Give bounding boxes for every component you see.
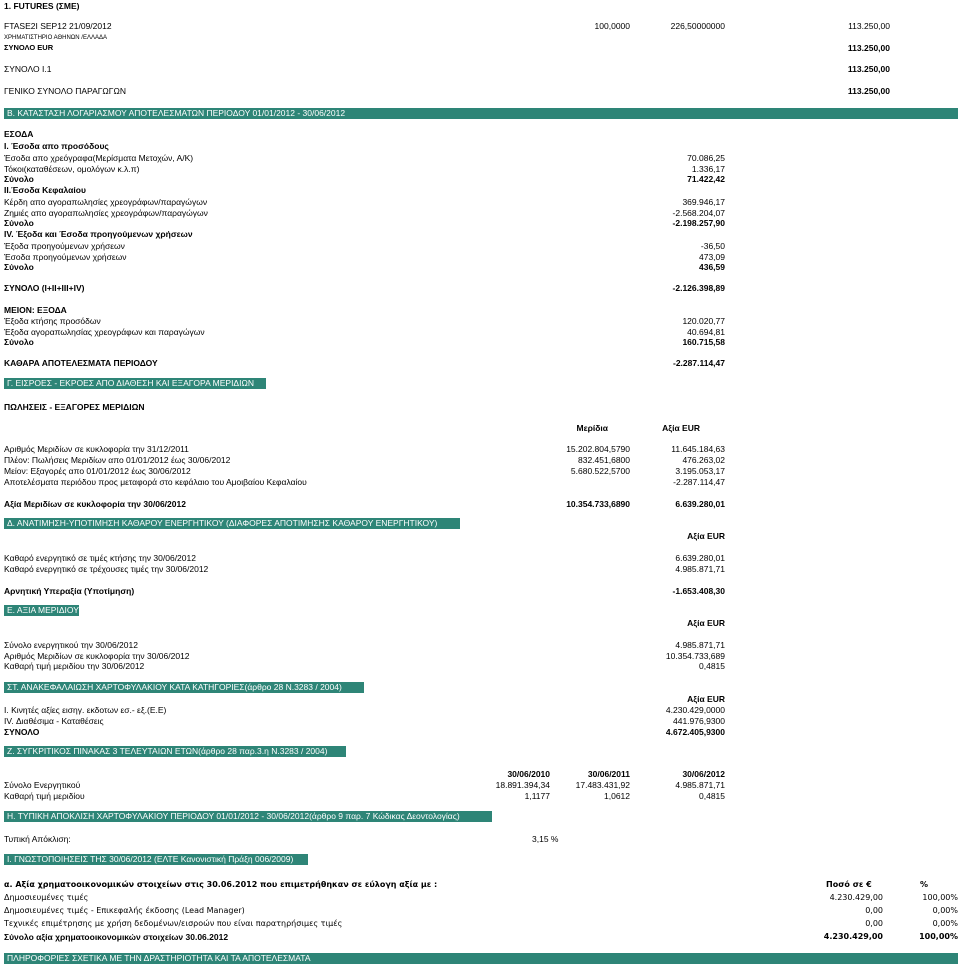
section-e-row-value: 10.354.733,689 bbox=[665, 651, 725, 661]
g1-row-label: Τόκοι(καταθέσεων, ομολόγων κ.λ.π) bbox=[4, 164, 140, 174]
section-z-row-label: Καθαρή τιμή μεριδίου bbox=[4, 791, 85, 801]
section-c-row-label: Πλέον: Πωλήσεις Μεριδίων απο 01/01/2012 έως 30/06/2012 bbox=[4, 455, 231, 465]
section-st-bar bbox=[4, 682, 364, 693]
g2-total-label: Σύνολο bbox=[4, 218, 34, 228]
g4-row-label: Έξοδα προηγούμενων χρήσεων bbox=[4, 241, 125, 251]
futures-market: ΧΡΗΜΑΤΙΣΤΗΡΙΟ ΑΘΗΝΩΝ /ΕΛΛΑΔΑ bbox=[4, 35, 107, 41]
footer-bar-title: ΠΛΗΡΟΦΟΡΙΕΣ ΣΧΕΤΙΚΑ ΜΕ ΤΗΝ ΔΡΑΣΤΗΡΙΟΤΗΤΑ ΚΑΙ ΤΑ ΑΠΟΤΕΛΕΣΜΑΤΑ bbox=[7, 953, 311, 963]
futures-row-price: 226,50000000 bbox=[670, 21, 725, 31]
section-i-row-pct: 0,00% bbox=[932, 906, 958, 915]
minus-row-value: 120.020,77 bbox=[682, 316, 725, 326]
g4-total-value: 436,59 bbox=[699, 262, 725, 272]
section-i-total-pct: 100,00% bbox=[919, 932, 958, 941]
section-i-row-amount: 4.230.429,00 bbox=[829, 893, 883, 902]
g1-heading: Ι. Έσοδα απο προσόδους bbox=[4, 141, 109, 151]
section-st-title: ΣΤ. ΑΝΑΚΕΦΑΛΑΙΩΣΗ ΧΑΡΤΟΦΥΛΑΚΙΟΥ ΚΑΤΑ ΚΑΤΗΓΟΡΙΕΣ(άρθρο 28 Ν.3283 / 2004) bbox=[7, 682, 342, 692]
section-z-row-v3: 4.985.871,71 bbox=[675, 780, 725, 790]
futures-row-label: FTASE2I SEP12 21/09/2012 bbox=[4, 21, 112, 31]
section-d-row-value: 6.639.280,01 bbox=[675, 553, 725, 563]
section-c-row-label: Μείον: Εξαγορές απο 01/01/2012 έως 30/06/2012 bbox=[4, 466, 191, 476]
section-e-row-label: Καθαρή τιμή μεριδίου την 30/06/2012 bbox=[4, 661, 145, 671]
g4-total-label: Σύνολο bbox=[4, 262, 34, 272]
g1-total-label: Σύνολο bbox=[4, 174, 34, 184]
futures-row-value: 113.250,00 bbox=[848, 21, 890, 31]
section-z-row-v1: 18.891.394,34 bbox=[495, 780, 550, 790]
section-c-subheading: ΠΩΛΗΣΕΙΣ - ΕΞΑΓΟΡΕΣ ΜΕΡΙΔΙΩΝ bbox=[4, 402, 145, 412]
section-c-row-value: -2.287.114,47 bbox=[673, 477, 725, 487]
section-z-title: Ζ. ΣΥΓΚΡΙΤΙΚΟΣ ΠΙΝΑΚΑΣ 3 ΤΕΛΕΥΤΑΙΩΝ ΕΤΩΝ(άρθρο 28 παρ.3.η Ν.3283 / 2004) bbox=[7, 746, 328, 756]
section-i-bar bbox=[4, 854, 308, 865]
section-z-row-v1: 1,1177 bbox=[524, 791, 550, 801]
section-z-col-2011: 30/06/2011 bbox=[587, 769, 630, 779]
section-e-bar bbox=[4, 605, 79, 616]
g1-total-value: 71.422,42 bbox=[687, 174, 725, 184]
section-i-col-pct: % bbox=[920, 880, 929, 889]
section-st-row-label: IV. Διαθέσιμα - Καταθέσεις bbox=[4, 716, 104, 726]
section-st-row-value: 4.230.429,0000 bbox=[665, 705, 725, 715]
g1-row-label: Έσοδα απο χρεόγραφα(Μερίσματα Μετοχών, Α/Κ) bbox=[4, 153, 194, 163]
section-i-total-amount: 4.230.429,00 bbox=[823, 932, 883, 941]
section-i-row-amount: 0,00 bbox=[865, 906, 883, 915]
g4-heading: IV. Έξοδα και Έσοδα προηγούμενων χρήσεων bbox=[4, 229, 193, 239]
section-c-total-units: 10.354.733,6890 bbox=[566, 499, 630, 509]
g2-row-value: -2.568.204,07 bbox=[672, 208, 725, 218]
section-b-title: Β. ΚΑΤΑΣΤΑΣΗ ΛΟΓΑΡΙΑΣΜΟΥ ΑΠΟΤΕΛΕΣΜΑΤΩΝ ΠΕΡΙΟΔΟΥ 01/01/2012 - 30/06/2012 bbox=[7, 108, 346, 118]
futures-heading: 1. FUTURES (ΣΜΕ) bbox=[4, 1, 80, 11]
section-d-row-value: 4.985.871,71 bbox=[675, 564, 725, 574]
section-e-row-label: Αριθμός Μεριδίων σε κυκλοφορία την 30/06/2012 bbox=[4, 651, 190, 661]
futures-total-eur-value: 113.250,00 bbox=[847, 43, 890, 53]
section-d-col-value: Αξία EUR bbox=[687, 531, 725, 541]
g1-row-value: 70.086,25 bbox=[687, 153, 725, 163]
futures-total-i1-value: 113.250,00 bbox=[847, 64, 890, 74]
section-c-row-value: 3.195.053,17 bbox=[675, 466, 725, 476]
section-c-row-value: 476.263,02 bbox=[682, 455, 725, 465]
section-e-row-value: 0,4815 bbox=[699, 661, 725, 671]
section-c-row-units: 832.451,6800 bbox=[578, 455, 630, 465]
minus-row-label: Έξοδα αγοραπωλησίας χρεογράφων και παραγώγων bbox=[4, 327, 205, 337]
minus-row-label: Έξοδα κτήσης προσόδων bbox=[4, 316, 101, 326]
section-c-col-value: Αξία EUR bbox=[662, 423, 700, 433]
section-d-title: Δ. ΑΝΑΤΙΜΗΣΗ-ΥΠΟΤΙΜΗΣΗ ΚΑΘΑΡΟΥ ΕΝΕΡΓΗΤΙΚΟΥ (ΔΙΑΦΟΡΕΣ ΑΠΟΤΙΜΗΣΗΣ ΚΑΘΑΡΟΥ ΕΝΕΡΓΗΤΙΚΟΥ) bbox=[7, 518, 438, 528]
net-results-label: ΚΑΘΑΡΑ ΑΠΟΤΕΛΕΣΜΑΤΑ ΠΕΡΙΟΔΟΥ bbox=[4, 358, 158, 368]
futures-total-i1-label: ΣΥΝΟΛΟ Ι.1 bbox=[4, 64, 52, 74]
section-c-row-units: 15.202.804,5790 bbox=[566, 444, 630, 454]
section-i-col-amount: Ποσό σε € bbox=[826, 880, 872, 889]
section-c-total-value: 6.639.280,01 bbox=[675, 499, 725, 509]
minus-total-value: 160.715,58 bbox=[682, 337, 725, 347]
section-d-row-label: Καθαρό ενεργητικό σε τρέχουσες τιμές την 30/06/2012 bbox=[4, 564, 209, 574]
section-i-row-label: Δημοσιευμένες τιμές bbox=[4, 893, 89, 902]
section-c-row-units: 5.680.522,5700 bbox=[570, 466, 630, 476]
g4-row-label: Έσοδα προηγούμενων χρήσεων bbox=[4, 252, 127, 262]
section-z-row-v3: 0,4815 bbox=[699, 791, 725, 801]
futures-grand-total-value: 113.250,00 bbox=[847, 86, 890, 96]
section-d-total-value: -1.653.408,30 bbox=[672, 586, 725, 596]
g2-total-value: -2.198.257,90 bbox=[672, 218, 725, 228]
futures-row-qty: 100,0000 bbox=[594, 21, 630, 31]
section-d-row-label: Καθαρό ενεργητικό σε τιμές κτήσης την 30/06/2012 bbox=[4, 553, 196, 563]
section-i-total-label: Σύνολο αξία χρηματοοικονομικών στοιχείων 30.06.2012 bbox=[4, 932, 229, 942]
section-c-title: Γ. ΕΙΣΡΟΕΣ - ΕΚΡΟΕΣ ΑΠΟ ΔΙΑΘΕΣΗ ΚΑΙ ΕΞΑΓΟΡΑ ΜΕΡΙΔΙΩΝ bbox=[7, 378, 254, 388]
section-i-row-pct: 0,00% bbox=[932, 919, 958, 928]
section-i-row-amount: 0,00 bbox=[865, 919, 883, 928]
g2-heading: ΙΙ.Έσοδα Κεφαλαίου bbox=[4, 185, 86, 195]
g2-row-label: Κέρδη απο αγοραπωλησίες χρεογράφων/παραγώγων bbox=[4, 197, 208, 207]
minus-heading: ΜΕΙΟΝ: ΕΞΟΔΑ bbox=[4, 305, 67, 315]
section-c-total-label: Αξία Μεριδίων σε κυκλοφορία την 30/06/2012 bbox=[4, 499, 186, 509]
section-i-title: Ι. ΓΝΩΣΤΟΠΟΙΗΣΕΙΣ ΤΗΣ 30/06/2012 (ΕΛΤΕ Κανονιστική Πράξη 006/2009) bbox=[7, 854, 294, 864]
section-c-bar bbox=[4, 378, 266, 389]
g2-row-value: 369.946,17 bbox=[682, 197, 725, 207]
section-i-row-label: Τεχνικές επιμέτρησης με χρήση δεδομένων/εισροών που είναι παρατηρήσιμες τιμές bbox=[4, 919, 343, 928]
g1-row-value: 1.336,17 bbox=[691, 164, 725, 174]
section-i-row-label: Δημοσιευμένες τιμές - Επικεφαλής έκδοσης (Lead Manager) bbox=[4, 906, 245, 915]
section-d-bar bbox=[4, 518, 460, 529]
section-e-col-value: Αξία EUR bbox=[687, 618, 725, 628]
section-z-bar bbox=[4, 746, 346, 757]
section-st-row-value: 441.976,9300 bbox=[673, 716, 725, 726]
g4-row-value: -36,50 bbox=[700, 241, 725, 251]
section-i-row-pct: 100,00% bbox=[922, 893, 958, 902]
section-e-row-value: 4.985.871,71 bbox=[675, 640, 725, 650]
g2-row-label: Ζημιές απο αγοραπωλησίες χρεογράφων/παραγώγων bbox=[4, 208, 208, 218]
section-c-col-units: Μερίδια bbox=[576, 423, 608, 433]
section-st-col-value: Αξία EUR bbox=[687, 694, 725, 704]
minus-row-value: 40.694,81 bbox=[687, 327, 725, 337]
section-st-total-value: 4.672.405,9300 bbox=[665, 727, 725, 737]
section-e-title: Ε. ΑΞΙΑ ΜΕΡΙΔΙΟΥ bbox=[7, 605, 79, 615]
section-d-total-label: Αρνητική Υπεραξία (Υποτίμηση) bbox=[4, 586, 135, 596]
minus-total-label: Σύνολο bbox=[4, 337, 34, 347]
section-e-row-label: Σύνολο ενεργητικού την 30/06/2012 bbox=[4, 640, 138, 650]
section-c-row-label: Αποτελέσματα περιόδου προς μεταφορά στο κεφάλαιο του Αμοιβαίου Κεφαλαίου bbox=[4, 477, 307, 487]
section-z-col-2012: 30/06/2012 bbox=[682, 769, 725, 779]
std-dev-value: 3,15 % bbox=[532, 834, 559, 844]
section-st-total-label: ΣΥΝΟΛΟ bbox=[4, 727, 40, 737]
section-st-row-label: Ι. Κινητές αξίες εισηγ. εκδοτων εσ.- εξ.(Ε.Ε) bbox=[4, 705, 167, 715]
section-z-row-v2: 17.483.431,92 bbox=[575, 780, 630, 790]
net-results-value: -2.287.114,47 bbox=[673, 358, 725, 368]
section-h-title: Η. ΤΥΠΙΚΗ ΑΠΟΚΛΙΣΗ ΧΑΡΤΟΦΥΛΑΚΙΟΥ ΠΕΡΙΟΔΟΥ 01/01/2012 - 30/06/2012(άρθρο 9 παρ. 7 Κώδικας Δεοντολογίας) bbox=[7, 811, 460, 821]
g4-row-value: 473,09 bbox=[699, 252, 725, 262]
section-i-heading: α. Αξία χρηματοοικονομικών στοιχείων στις 30.06.2012 που επιμετρήθηκαν σε εύλογη αξία με : bbox=[4, 880, 438, 889]
section-z-col-2010: 30/06/2010 bbox=[507, 769, 550, 779]
std-dev-label: Τυπική Απόκλιση: bbox=[4, 834, 71, 844]
futures-total-eur-label: ΣΥΝΟΛΟ EUR bbox=[4, 43, 54, 52]
section-c-row-label: Αριθμός Μεριδίων σε κυκλοφορία την 31/12/2011 bbox=[4, 444, 189, 454]
income-heading: ΕΣΟΔΑ bbox=[4, 129, 34, 139]
sum-all-label: ΣΥΝΟΛΟ (I+II+III+IV) bbox=[4, 283, 85, 293]
section-z-row-v2: 1,0612 bbox=[604, 791, 630, 801]
sum-all-value: -2.126.398,89 bbox=[672, 283, 725, 293]
section-b-bar bbox=[4, 108, 958, 119]
section-z-row-label: Σύνολο Ενεργητικού bbox=[4, 780, 81, 790]
section-c-row-value: 11.645.184,63 bbox=[671, 444, 725, 454]
footer-bar bbox=[4, 953, 958, 964]
section-h-bar bbox=[4, 811, 492, 822]
futures-grand-total-label: ΓΕΝΙΚΟ ΣΥΝΟΛΟ ΠΑΡΑΓΩΓΩΝ bbox=[4, 86, 126, 96]
